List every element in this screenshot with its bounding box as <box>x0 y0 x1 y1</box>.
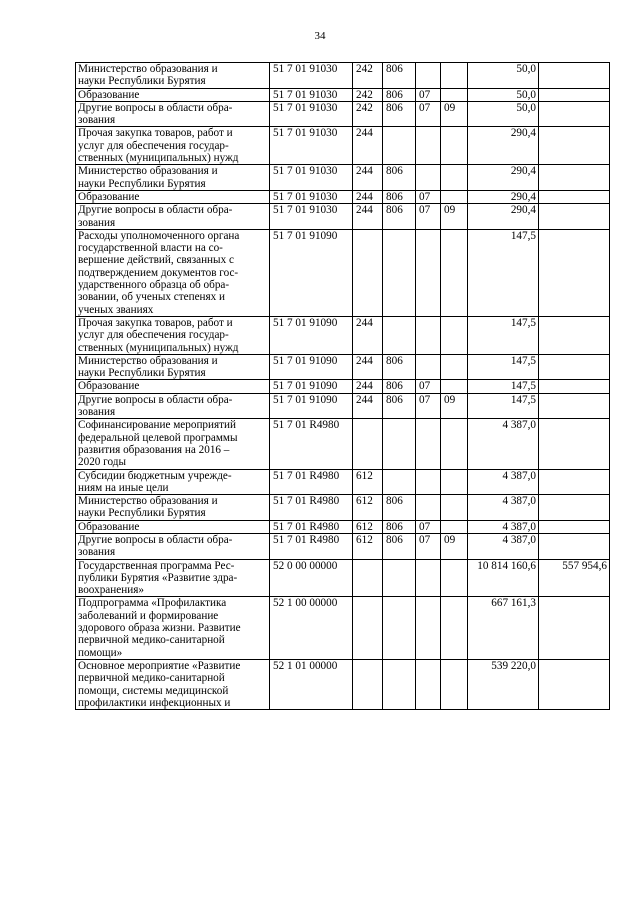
item-name-cell <box>76 127 270 165</box>
expense-type-code: 242 <box>353 63 383 89</box>
administrator-code <box>383 469 416 495</box>
amount-cell: 147,5 <box>468 380 539 393</box>
target-article-code: 51 7 01 91090 <box>270 316 353 354</box>
section-code <box>416 559 441 597</box>
table-row <box>76 597 610 659</box>
expense-type-code: 244 <box>353 380 383 393</box>
item-name-line: Образование <box>78 380 140 393</box>
item-name-line: Другие вопросы в области обра- <box>78 101 233 114</box>
table-row <box>76 559 610 597</box>
item-name-cell <box>76 520 270 533</box>
expense-type-code: 244 <box>353 165 383 191</box>
subsection-code <box>441 165 468 191</box>
target-article-code: 51 7 01 91030 <box>270 63 353 89</box>
administrator-code <box>383 597 416 659</box>
item-name-line: государственной власти на со- <box>78 242 223 255</box>
item-name-line: здорового образа жизни. Развитие <box>78 622 241 635</box>
table-row <box>76 316 610 354</box>
table-row <box>76 88 610 101</box>
administrator-code <box>383 559 416 597</box>
table-row <box>76 495 610 521</box>
section-code: 07 <box>416 533 441 559</box>
section-code: 07 <box>416 204 441 230</box>
item-name-cell <box>76 393 270 419</box>
item-name-cell <box>76 659 270 709</box>
table-row <box>76 101 610 127</box>
administrator-code: 806 <box>383 520 416 533</box>
table-row <box>76 229 610 316</box>
subsection-code <box>441 520 468 533</box>
item-name-cell <box>76 190 270 203</box>
item-name-line: ственных (муниципальных) нужд <box>78 341 239 354</box>
item-name-line: 2020 годы <box>78 456 126 469</box>
item-name-line: Министерство образования и <box>78 165 218 178</box>
target-article-code: 52 1 01 00000 <box>270 659 353 709</box>
table-row <box>76 659 610 709</box>
section-code: 07 <box>416 88 441 101</box>
subsection-code <box>441 597 468 659</box>
administrator-code <box>383 316 416 354</box>
amount-cell: 147,5 <box>468 393 539 419</box>
amount-secondary-cell <box>539 419 610 469</box>
target-article-code: 51 7 01 R4980 <box>270 419 353 469</box>
item-name-line: ниям на иные цели <box>78 481 169 494</box>
amount-cell: 667 161,3 <box>468 597 539 659</box>
amount-cell: 50,0 <box>468 63 539 89</box>
table-row <box>76 533 610 559</box>
item-name-line: Расходы уполномоченного органа <box>78 229 240 242</box>
subsection-code <box>441 354 468 380</box>
subsection-code <box>441 419 468 469</box>
item-name-line: Другие вопросы в области обра- <box>78 204 233 217</box>
amount-secondary-cell <box>539 597 610 659</box>
amount-cell: 290,4 <box>468 165 539 191</box>
table-row <box>76 127 610 165</box>
target-article-code: 51 7 01 91030 <box>270 101 353 127</box>
item-name-line: услуг для обеспечения государ- <box>78 329 229 342</box>
section-code <box>416 659 441 709</box>
amount-secondary-cell <box>539 659 610 709</box>
expense-type-code: 244 <box>353 354 383 380</box>
amount-secondary-cell <box>539 316 610 354</box>
item-name-line: публики Бурятия «Развитие здра- <box>78 571 238 584</box>
amount-cell: 290,4 <box>468 204 539 230</box>
amount-secondary-cell <box>539 469 610 495</box>
expense-type-code: 612 <box>353 520 383 533</box>
item-name-cell <box>76 229 270 316</box>
amount-cell: 50,0 <box>468 101 539 127</box>
subsection-code <box>441 127 468 165</box>
item-name-line: Субсидии бюджетным учрежде- <box>78 469 232 482</box>
amount-cell: 4 387,0 <box>468 469 539 495</box>
table-row <box>76 165 610 191</box>
target-article-code: 52 1 00 00000 <box>270 597 353 659</box>
item-name-line: науки Республики Бурятия <box>78 507 206 520</box>
target-article-code: 52 0 00 00000 <box>270 559 353 597</box>
item-name-line: Софинансирование мероприятий <box>78 419 237 432</box>
amount-secondary-cell <box>539 380 610 393</box>
section-code: 07 <box>416 190 441 203</box>
amount-cell: 4 387,0 <box>468 419 539 469</box>
target-article-code: 51 7 01 91090 <box>270 393 353 419</box>
administrator-code: 806 <box>383 204 416 230</box>
item-name-line: Другие вопросы в области обра- <box>78 393 233 406</box>
item-name-cell <box>76 316 270 354</box>
amount-secondary-cell <box>539 533 610 559</box>
amount-secondary-cell <box>539 101 610 127</box>
item-name-line: федеральной целевой программы <box>78 431 238 444</box>
expense-type-code: 244 <box>353 204 383 230</box>
amount-secondary-cell <box>539 204 610 230</box>
subsection-code <box>441 88 468 101</box>
section-code: 07 <box>416 380 441 393</box>
section-code <box>416 419 441 469</box>
section-code <box>416 127 441 165</box>
item-name-cell <box>76 380 270 393</box>
table-row <box>76 190 610 203</box>
table-row <box>76 354 610 380</box>
subsection-code <box>441 559 468 597</box>
table-row <box>76 520 610 533</box>
item-name-line: первичной медико-санитарной <box>78 672 225 685</box>
subsection-code <box>441 469 468 495</box>
target-article-code: 51 7 01 91030 <box>270 190 353 203</box>
item-name-line: помощи» <box>78 646 123 659</box>
expense-type-code: 242 <box>353 88 383 101</box>
subsection-code: 09 <box>441 101 468 127</box>
amount-secondary-cell <box>539 88 610 101</box>
target-article-code: 51 7 01 R4980 <box>270 495 353 521</box>
item-name-line: Прочая закупка товаров, работ и <box>78 316 233 329</box>
section-code <box>416 316 441 354</box>
amount-secondary-cell <box>539 190 610 203</box>
expense-type-code: 612 <box>353 533 383 559</box>
target-article-code: 51 7 01 91090 <box>270 354 353 380</box>
item-name-cell <box>76 559 270 597</box>
expense-type-code: 612 <box>353 495 383 521</box>
subsection-code <box>441 380 468 393</box>
administrator-code: 806 <box>383 380 416 393</box>
table-row <box>76 393 610 419</box>
administrator-code: 806 <box>383 63 416 89</box>
amount-cell: 4 387,0 <box>468 495 539 521</box>
table-row <box>76 469 610 495</box>
section-code <box>416 165 441 191</box>
amount-secondary-cell <box>539 229 610 316</box>
target-article-code: 51 7 01 91030 <box>270 88 353 101</box>
item-name-line: помощи, системы медицинской <box>78 684 229 697</box>
expense-type-code <box>353 597 383 659</box>
section-code <box>416 63 441 89</box>
amount-secondary-cell <box>539 495 610 521</box>
amount-cell: 539 220,0 <box>468 659 539 709</box>
item-name-cell <box>76 419 270 469</box>
table-row <box>76 419 610 469</box>
administrator-code: 806 <box>383 88 416 101</box>
amount-cell: 290,4 <box>468 190 539 203</box>
item-name-line: зования <box>78 216 116 229</box>
item-name-line: ученых званиях <box>78 303 154 316</box>
target-article-code: 51 7 01 91030 <box>270 165 353 191</box>
subsection-code <box>441 316 468 354</box>
item-name-line: науки Республики Бурятия <box>78 367 206 380</box>
item-name-cell <box>76 63 270 89</box>
expense-type-code: 244 <box>353 127 383 165</box>
subsection-code: 09 <box>441 533 468 559</box>
amount-cell: 50,0 <box>468 88 539 101</box>
item-name-line: подтверждением документов гос- <box>78 266 239 279</box>
target-article-code: 51 7 01 R4980 <box>270 469 353 495</box>
item-name-cell <box>76 165 270 191</box>
item-name-cell <box>76 88 270 101</box>
amount-cell: 4 387,0 <box>468 533 539 559</box>
administrator-code: 806 <box>383 533 416 559</box>
section-code <box>416 597 441 659</box>
item-name-line: Образование <box>78 88 140 101</box>
target-article-code: 51 7 01 91030 <box>270 127 353 165</box>
target-article-code: 51 7 01 91090 <box>270 229 353 316</box>
section-code: 07 <box>416 520 441 533</box>
subsection-code: 09 <box>441 204 468 230</box>
administrator-code: 806 <box>383 495 416 521</box>
amount-cell: 4 387,0 <box>468 520 539 533</box>
item-name-line: науки Республики Бурятия <box>78 75 206 88</box>
item-name-line: первичной медико-санитарной <box>78 634 225 647</box>
item-name-line: зования <box>78 406 116 419</box>
amount-secondary-cell <box>539 165 610 191</box>
item-name-line: Образование <box>78 190 140 203</box>
item-name-line: Министерство образования и <box>78 63 218 75</box>
item-name-cell <box>76 101 270 127</box>
budget-table <box>75 62 610 710</box>
page-number: 34 <box>314 30 326 42</box>
section-code <box>416 469 441 495</box>
subsection-code <box>441 229 468 316</box>
item-name-line: зования <box>78 546 116 559</box>
item-name-line: услуг для обеспечения государ- <box>78 139 229 152</box>
item-name-cell <box>76 469 270 495</box>
section-code <box>416 495 441 521</box>
administrator-code: 806 <box>383 101 416 127</box>
item-name-line: Прочая закупка товаров, работ и <box>78 127 233 140</box>
expense-type-code: 612 <box>353 469 383 495</box>
item-name-line: вершение действий, связанных с <box>78 254 234 267</box>
administrator-code: 806 <box>383 190 416 203</box>
target-article-code: 51 7 01 91030 <box>270 204 353 230</box>
expense-type-code: 244 <box>353 190 383 203</box>
target-article-code: 51 7 01 91090 <box>270 380 353 393</box>
item-name-line: зования <box>78 114 116 127</box>
subsection-code <box>441 63 468 89</box>
item-name-line: Другие вопросы в области обра- <box>78 533 233 546</box>
item-name-line: Министерство образования и <box>78 354 218 367</box>
amount-secondary-cell <box>539 393 610 419</box>
subsection-code <box>441 659 468 709</box>
item-name-cell <box>76 495 270 521</box>
subsection-code: 09 <box>441 393 468 419</box>
item-name-line: зовании, об ученых степенях и <box>78 291 226 304</box>
expense-type-code <box>353 229 383 316</box>
item-name-line: Министерство образования и <box>78 495 218 508</box>
item-name-line: Образование <box>78 520 140 533</box>
item-name-line: воохранения» <box>78 584 144 597</box>
table-row <box>76 63 610 89</box>
section-code <box>416 229 441 316</box>
expense-type-code <box>353 419 383 469</box>
item-name-cell <box>76 354 270 380</box>
amount-secondary-cell <box>539 520 610 533</box>
section-code: 07 <box>416 101 441 127</box>
item-name-cell <box>76 597 270 659</box>
administrator-code <box>383 229 416 316</box>
table-row <box>76 204 610 230</box>
amount-secondary-cell: 557 954,6 <box>539 559 610 597</box>
expense-type-code <box>353 659 383 709</box>
amount-secondary-cell <box>539 354 610 380</box>
amount-cell: 147,5 <box>468 316 539 354</box>
administrator-code: 806 <box>383 165 416 191</box>
section-code: 07 <box>416 393 441 419</box>
item-name-line: науки Республики Бурятия <box>78 177 206 190</box>
expense-type-code: 242 <box>353 101 383 127</box>
item-name-cell <box>76 204 270 230</box>
amount-cell: 290,4 <box>468 127 539 165</box>
amount-secondary-cell <box>539 127 610 165</box>
administrator-code <box>383 659 416 709</box>
administrator-code: 806 <box>383 393 416 419</box>
item-name-line: Основное мероприятие «Развитие <box>78 659 241 672</box>
item-name-line: ударственного образца об обра- <box>78 279 230 292</box>
section-code <box>416 354 441 380</box>
subsection-code <box>441 190 468 203</box>
item-name-line: заболеваний и формирование <box>78 609 219 622</box>
item-name-cell <box>76 533 270 559</box>
target-article-code: 51 7 01 R4980 <box>270 520 353 533</box>
amount-cell: 147,5 <box>468 354 539 380</box>
amount-cell: 10 814 160,6 <box>468 559 539 597</box>
subsection-code <box>441 495 468 521</box>
item-name-line: Подпрограмма «Профилактика <box>78 597 227 610</box>
item-name-line: профилактики инфекционных и <box>78 696 231 709</box>
amount-secondary-cell <box>539 63 610 89</box>
expense-type-code: 244 <box>353 316 383 354</box>
table-row <box>76 380 610 393</box>
item-name-line: развития образования на 2016 – <box>78 443 230 456</box>
administrator-code: 806 <box>383 354 416 380</box>
expense-type-code: 244 <box>353 393 383 419</box>
administrator-code <box>383 127 416 165</box>
amount-cell: 147,5 <box>468 229 539 316</box>
administrator-code <box>383 419 416 469</box>
target-article-code: 51 7 01 R4980 <box>270 533 353 559</box>
budget-table-body <box>76 63 610 710</box>
item-name-line: ственных (муниципальных) нужд <box>78 152 239 165</box>
item-name-line: Государственная программа Рес- <box>78 559 235 572</box>
expense-type-code <box>353 559 383 597</box>
